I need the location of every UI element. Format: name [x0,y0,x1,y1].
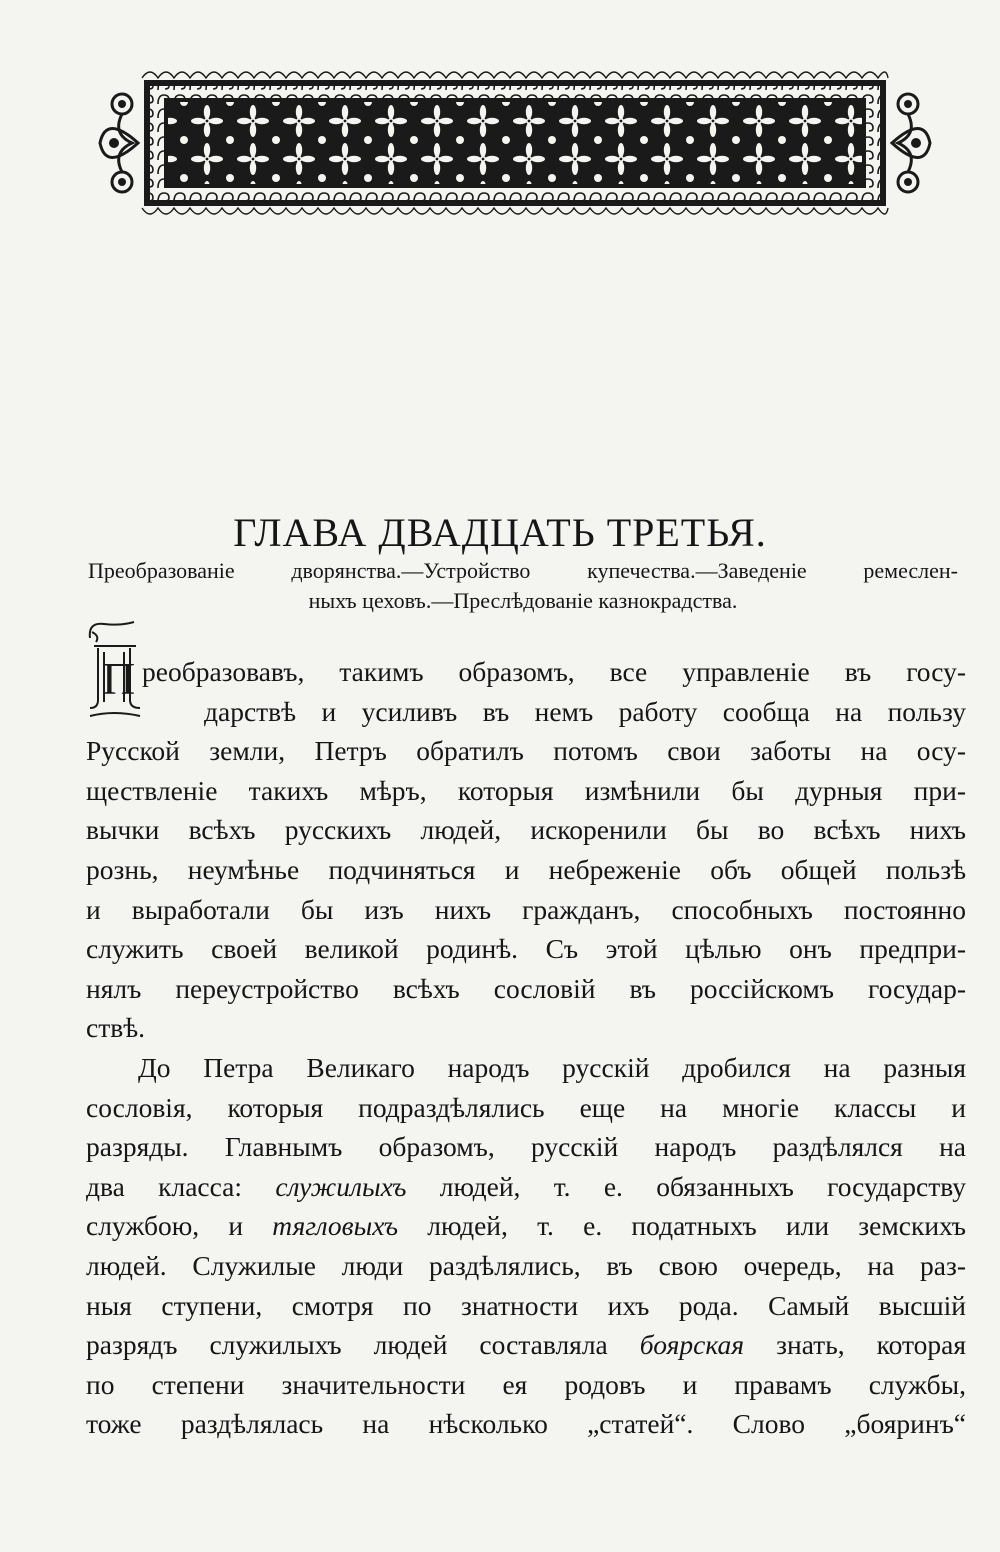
text-line: разряды. Главнымъ образомъ, русскій народъ раздѣлялся на [86,1131,966,1163]
summary-line: Преобразованіе дворянства.—Устройство купечества.—Заведеніе ремеслен- [88,558,958,583]
drop-cap-letter: П [102,653,136,704]
text-line [86,1206,966,1246]
text-line: людей. Служилые люди раздѣлялись, въ свою очередь, на раз- [86,1249,966,1281]
text-run: людей, т. е. обязанныхъ государству [406,1170,967,1202]
text-line: сословія, которыя подраздѣлялись еще на многіе классы и [86,1091,966,1123]
text-line: тоже раздѣлялась на нѣсколько „статей“. Слово „бояринъ“ [86,1408,966,1440]
text-line: реобразовавъ, такимъ образомъ, все управленіе въ госу- [142,656,966,687]
ornamental-headpiece [92,64,938,222]
text-line: по степени значительности ея родовъ и правамъ службы, [86,1368,966,1400]
text-run: знать, которая [744,1329,967,1361]
italic-term: служилыхъ [275,1170,407,1202]
italic-term: тягловыхъ [272,1210,399,1242]
chapter-title: ГЛАВА ДВАДЦАТЬ ТРЕТЬЯ. [233,509,767,555]
summary-line: ныхъ цеховъ.—Преслѣдованіе казнокрадства. [308,588,738,613]
text-line: ществленіе такихъ мѣръ, которыя измѣнили бы дурныя при- [86,774,966,806]
text-line: и выработали бы изъ нихъ гражданъ, способныхъ постоянно [86,893,966,925]
text-line: служить своей великой родинѣ. Съ этой цѣлью онъ предпри- [86,933,966,965]
body-text [86,652,966,1444]
text-line: До Петра Великаго народъ русскій дробился на разныя [138,1051,966,1083]
text-line: ныя ступени, смотря по знатности ихъ рода. Самый высшій [86,1289,966,1321]
chapter-summary [88,556,958,616]
italic-term: боярская [639,1329,745,1361]
text-line: ствѣ. [86,1012,146,1044]
text-line [86,1325,966,1365]
text-line: нялъ переустройство всѣхъ сословій въ россійскомъ государ- [86,972,966,1004]
drop-cap-initial [84,616,146,720]
text-run: разрядъ служилыхъ людей составляла [86,1329,640,1361]
text-line: дарствѣ и усиливъ въ немъ работу сообща на пользу [204,695,966,727]
text-run: службою, и [86,1210,273,1242]
text-line: рознь, неумѣнье подчиняться и небреженіе объ общей пользѣ [86,853,966,885]
text-line [86,1167,966,1207]
text-run: два класса: [86,1170,276,1202]
text-line: вычки всѣхъ русскихъ людей, искоренили бы во всѣхъ нихъ [86,814,966,846]
text-run: людей, т. е. податныхъ или земскихъ [398,1210,966,1242]
text-line: Русской земли, Петръ обратилъ потомъ свои заботы на осу- [86,735,966,767]
